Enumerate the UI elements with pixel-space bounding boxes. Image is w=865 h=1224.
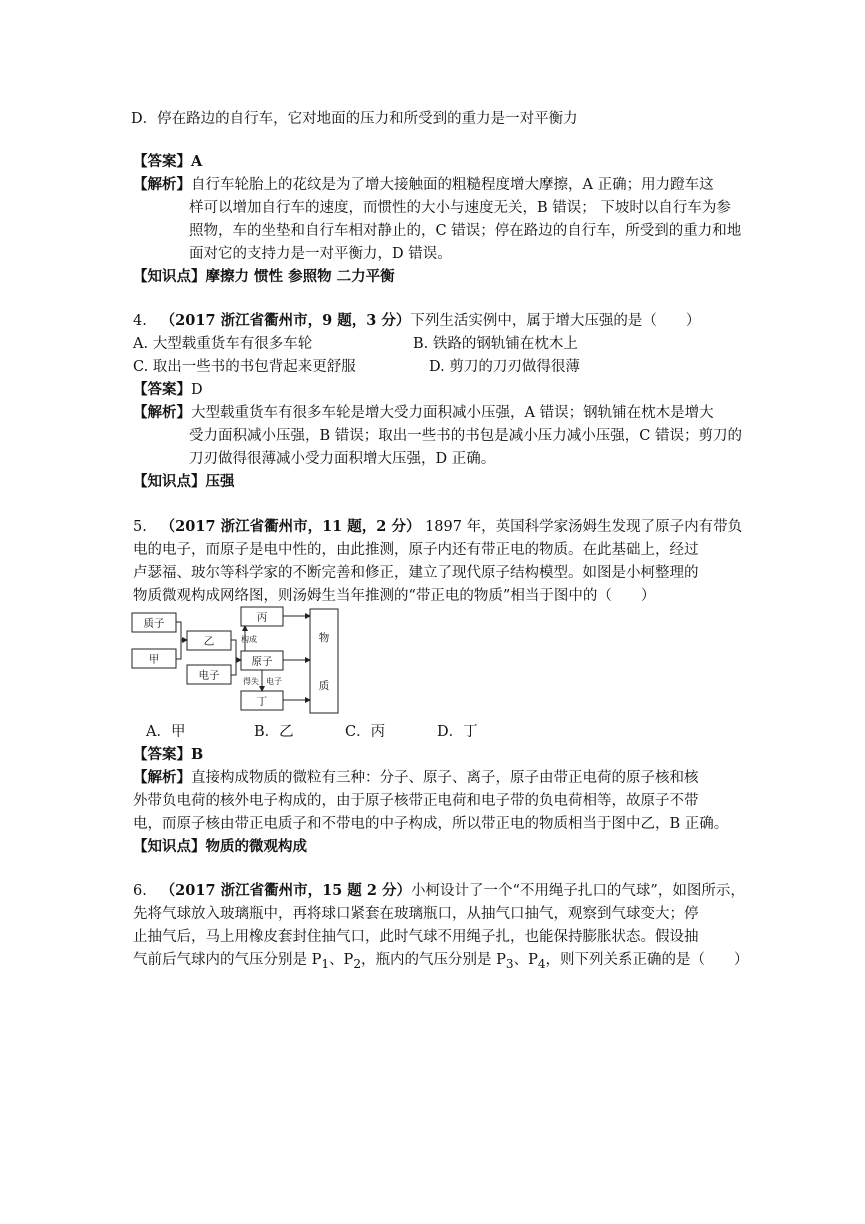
- atom-label: 原子: [251, 655, 273, 668]
- gain-lose-label: 得失: [243, 677, 259, 686]
- q5-knowledge-point: 【知识点】物质的微观构成: [133, 838, 307, 855]
- q6-source: （2017 浙江省衢州市，15 题 2 分）: [160, 882, 411, 899]
- q4-option-a: A. 大型载重货车有很多车轮: [133, 336, 313, 352]
- matter-structure-diagram: [125, 605, 355, 717]
- q5-option-b: B．乙: [254, 724, 294, 740]
- matter-label-1: 物: [318, 632, 330, 644]
- compose-label: 构成: [241, 635, 257, 644]
- q4-answer: 【答案】D: [133, 381, 203, 398]
- ding-label: 丁: [256, 695, 268, 708]
- q3-analysis-line-3: 照物，车的坐垫和自行车相对静止的，C 错误；停在路边的自行车，所受到的重力和地: [189, 223, 742, 239]
- q3-answer: [133, 152, 202, 172]
- q6-stem-line-4: 气前后气球内的气压分别是 $P_1$、$P_2$，瓶内的气压分别是 $P_3$、$P_4$，则下列关系正确的是（ ）: [133, 952, 749, 971]
- electron-label: 电子: [198, 669, 220, 682]
- q4-knowledge-point: 【知识点】压强: [133, 473, 235, 490]
- q3-analysis-line-1: 【解析】自行车轮胎上的花纹是为了增大接触面的粗糙程度增大摩擦，A 正确；用力蹬车这: [133, 176, 714, 193]
- prev-option-d: D．停在路边的自行车，它对地面的压力和所受到的重力是一对平衡力: [131, 111, 578, 127]
- q5-source: （2017 浙江省衢州市，11 题，2 分）: [160, 518, 421, 535]
- q5-analysis-line-1: 【解析】直接构成物质的微粒有三种：分子、原子、离子，原子由带正电荷的原子核和核: [133, 769, 699, 786]
- analysis-tag: 【解析】: [133, 176, 191, 193]
- q3-analysis-line-2: 样可以增加自行车的速度，而惯性的大小与速度无关，B 错误； 下坡时以自行车为参: [189, 200, 731, 216]
- q6-stem-line-2: 先将气球放入玻璃瓶中，再将球口紧套在玻璃瓶口，从抽气口抽气，观察到气球变大；停: [133, 906, 699, 922]
- q4-option-b: B. 铁路的钢轨铺在枕木上: [413, 336, 578, 352]
- q4-analysis-line-1: 【解析】大型载重货车有很多车轮是增大受力面积减小压强，A 错误；钢轨铺在枕木是增大: [133, 404, 714, 421]
- q4-analysis-line-2: 受力面积减小压强，B 错误；取出一些书的书包是减小压力减小压强，C 错误；剪刀的: [189, 428, 742, 444]
- answer-tag: 【答案】: [133, 153, 191, 170]
- q3-knowledge-point: [133, 267, 395, 287]
- proton-label: 质子: [143, 617, 165, 630]
- bing-label: 丙: [256, 611, 268, 624]
- q5-option-a: A．甲: [146, 724, 186, 740]
- q5-analysis-line-2: 外带负电荷的核外电子构成的，由于原子核带正电荷和电子带的负电荷相等，故原子不带: [133, 793, 699, 809]
- matter-label-2: 质: [318, 680, 330, 692]
- q4-option-d: D. 剪刀的刀刃做得很薄: [429, 359, 580, 375]
- q5-analysis-line-3: 电，而原子核由带正电质子和不带电的中子构成，所以带正电的物质相当于图中乙，B 正确。: [133, 816, 729, 832]
- q6-stem-line-3: 止抽气后，马上用橡皮套封住抽气口，此时气球不用绳子扎，也能保持膨胀状态。假设抽: [133, 929, 699, 945]
- electron-small-label: 电子: [266, 677, 282, 686]
- matter-box: [310, 609, 338, 713]
- q4-analysis-line-3: 刀刃做得很薄减小受力面积增大压强，D 正确。: [189, 451, 496, 467]
- yi-label: 乙: [203, 635, 215, 648]
- q5-stem-line-3: 卢瑟福、玻尔等科学家的不断完善和修正，建立了现代原子结构模型。如图是小柯整理的: [133, 565, 699, 581]
- q4-number: 4.: [133, 313, 147, 329]
- jia-label: 甲: [148, 653, 160, 666]
- q5-answer: 【答案】B: [133, 746, 204, 763]
- q5-stem-line-2: 电的电子，而原子是电中性的，由此推测，原子内还有带正电的物质。在此基础上，经过: [133, 542, 699, 558]
- q4-option-c: C. 取出一些书的书包背起来更舒服: [133, 359, 356, 375]
- q3-analysis-line-4: 面对它的支持力是一对平衡力，D 错误。: [189, 246, 452, 262]
- kp-value: 摩擦力 惯性 参照物 二力平衡: [205, 268, 395, 285]
- q4-source: （2017 浙江省衢州市，9 题，3 分）: [160, 312, 411, 329]
- kp-tag: 【知识点】: [133, 268, 206, 285]
- q5-option-c: C．丙: [345, 724, 386, 740]
- q5-option-d: D．丁: [437, 724, 478, 740]
- answer-value: A: [191, 153, 203, 170]
- q4-stem-text: 下列生活实例中，属于增大压强的是（ ）: [410, 313, 701, 329]
- q6-stem-line-1: 6. （2017 浙江省衢州市，15 题 2 分）小柯设计了一个“不用绳子扎口的气球”，如图所示，: [133, 882, 745, 899]
- q5-stem-line-1: 5. （2017 浙江省衢州市，11 题，2 分） 1897 年，英国科学家汤姆生发现了原子内有带负: [133, 518, 743, 535]
- q5-stem-line-4: 物质微观构成网络图，则汤姆生当年推测的“带正电的物质”相当于图中的（ ）: [133, 588, 656, 604]
- q4-stem: [133, 311, 700, 331]
